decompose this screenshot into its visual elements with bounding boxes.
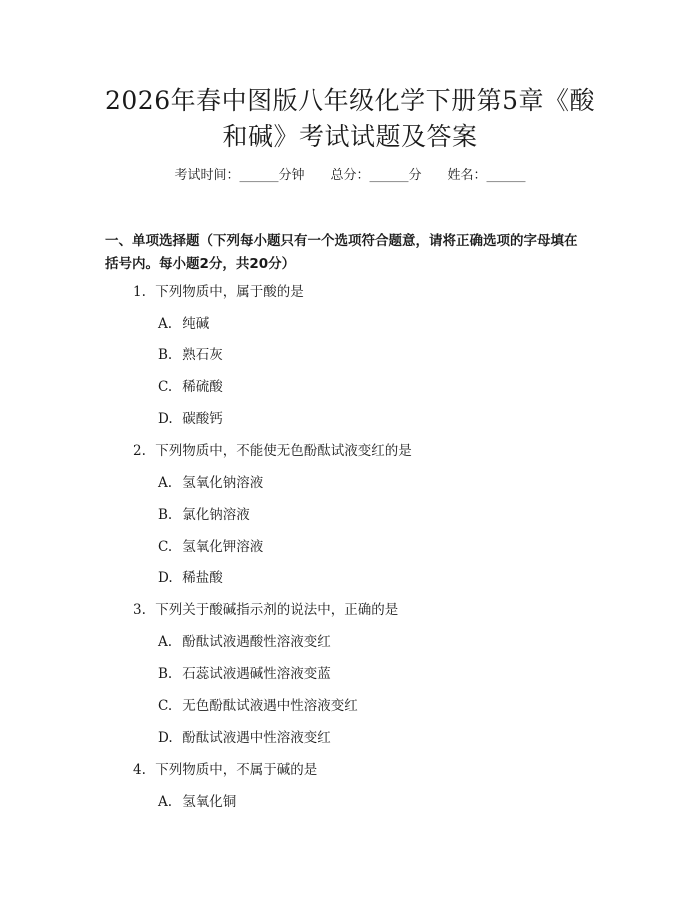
- option-letter: A.: [158, 316, 173, 332]
- option-text: 熟石灰: [182, 347, 223, 363]
- option-letter: A.: [158, 475, 173, 491]
- question-option: [158, 696, 358, 716]
- option-text: 氯化钠溶液: [182, 507, 250, 523]
- page-title-line-1: 2026年春中图版八年级化学下册第5章《酸: [104, 86, 596, 115]
- option-letter: B.: [158, 507, 173, 523]
- question-option: [158, 473, 263, 493]
- total-score-label: 总分：______分: [330, 168, 422, 183]
- question-stem: [133, 282, 304, 302]
- option-letter: D.: [158, 411, 173, 427]
- page-title-line-2: 和碱》考试试题及答案: [222, 122, 478, 151]
- question-option: [158, 345, 223, 365]
- option-letter: D.: [158, 730, 173, 746]
- question-option: [158, 409, 223, 429]
- option-text: 稀硫酸: [182, 379, 223, 395]
- question-number: 3.: [133, 602, 146, 618]
- question-text: 下列物质中，不能使无色酚酞试液变红的是: [155, 443, 412, 459]
- option-letter: B.: [158, 666, 173, 682]
- option-text: 氢氧化钾溶液: [182, 539, 264, 555]
- question-text: 下列物质中，不属于碱的是: [155, 762, 318, 778]
- question-option: [158, 505, 250, 525]
- question-number: 1.: [133, 284, 146, 300]
- section-heading-line-1: 一、单项选择题（下列每小题只有一个选项符合题意，请将正确选项的字母填在: [105, 233, 578, 249]
- option-text: 石蕊试液遇碱性溶液变蓝: [182, 666, 331, 682]
- option-text: 碳酸钙: [182, 411, 223, 427]
- question-stem: [133, 760, 317, 780]
- option-text: 纯碱: [182, 316, 210, 332]
- question-stem: [133, 441, 412, 461]
- option-letter: A.: [158, 634, 173, 650]
- option-text: 无色酚酞试液遇中性溶液变红: [182, 698, 358, 714]
- option-text: 酚酞试液遇酸性溶液变红: [182, 634, 331, 650]
- option-letter: B.: [158, 347, 173, 363]
- question-option: [158, 792, 236, 812]
- exam-time-label: 考试时间：______分钟: [174, 168, 305, 183]
- option-letter: C.: [158, 379, 173, 395]
- student-name-label: 姓名：______: [447, 168, 526, 183]
- exam-meta: [0, 166, 700, 186]
- option-text: 氢氧化钠溶液: [182, 475, 264, 491]
- question-option: [158, 537, 263, 557]
- question-option: [158, 728, 331, 748]
- option-letter: A.: [158, 794, 173, 810]
- question-number: 2.: [133, 443, 146, 459]
- option-letter: D.: [158, 570, 173, 586]
- question-option: [158, 377, 223, 397]
- question-option: [158, 314, 209, 334]
- question-text: 下列物质中，属于酸的是: [155, 284, 304, 300]
- question-option: [158, 632, 331, 652]
- question-stem: [133, 600, 398, 620]
- question-number: 4.: [133, 762, 146, 778]
- option-text: 酚酞试液遇中性溶液变红: [182, 730, 331, 746]
- option-letter: C.: [158, 539, 173, 555]
- option-letter: C.: [158, 698, 173, 714]
- question-option: [158, 568, 223, 588]
- question-text: 下列关于酸碱指示剂的说法中，正确的是: [155, 602, 399, 618]
- option-text: 氢氧化铜: [182, 794, 237, 810]
- section-heading-line-2: 括号内。每小题2分，共20分）: [105, 256, 296, 272]
- question-option: [158, 664, 331, 684]
- option-text: 稀盐酸: [182, 570, 223, 586]
